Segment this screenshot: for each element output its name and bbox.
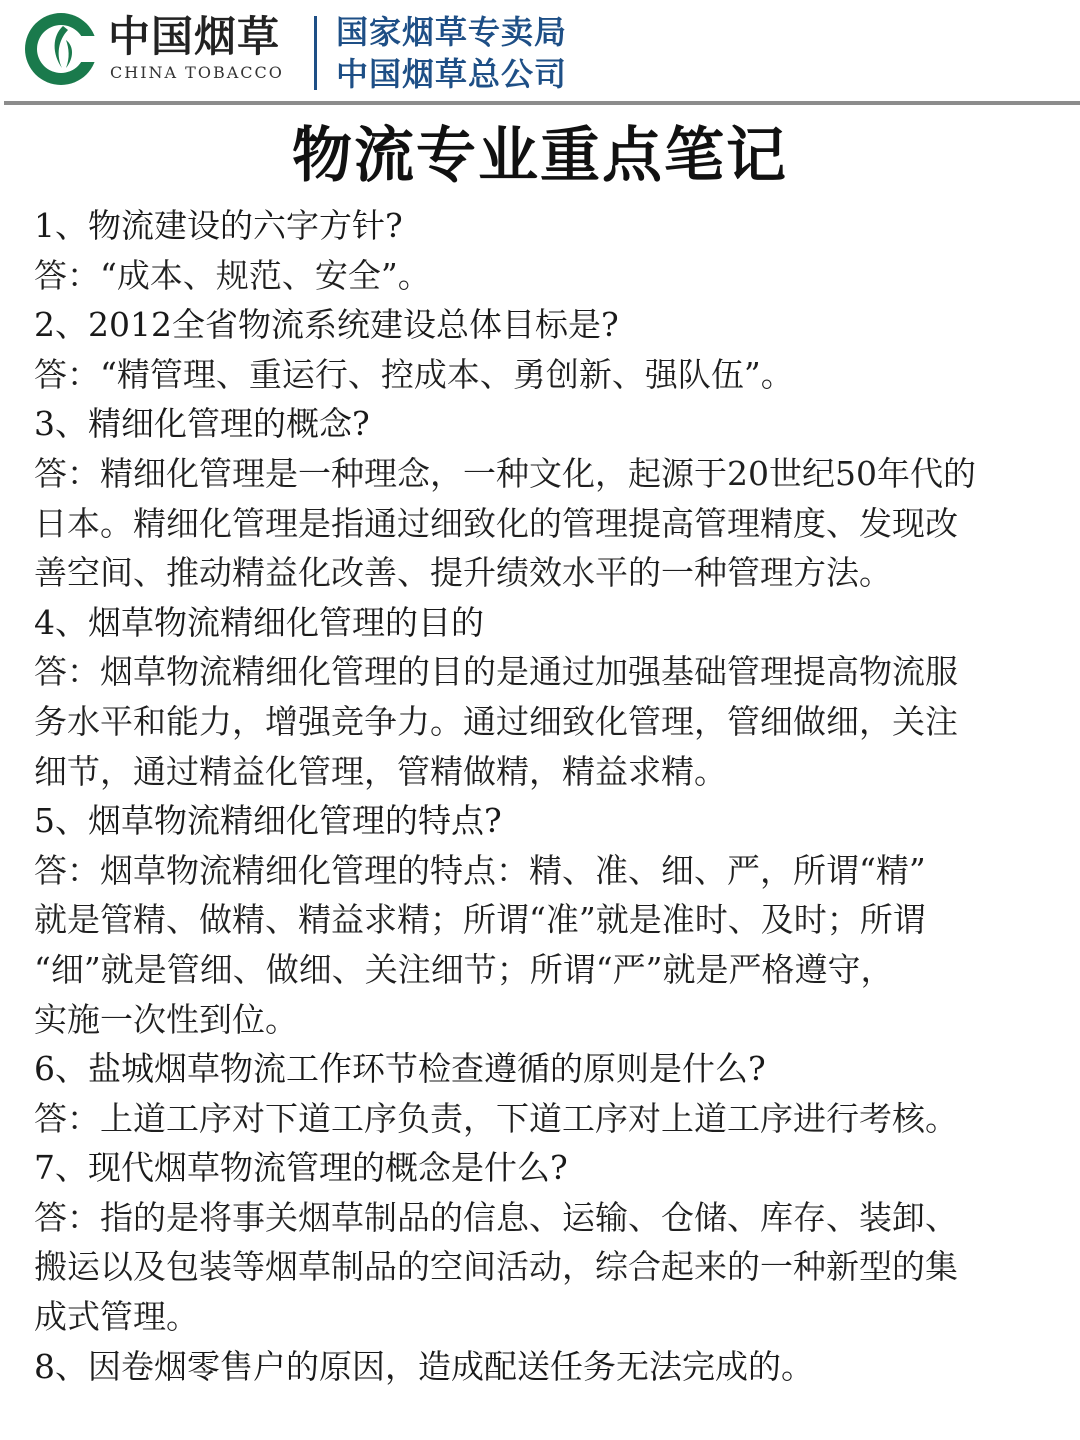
answer-line: 日本。精细化管理是指通过细致化的管理提高管理精度、发现改 xyxy=(34,503,958,543)
page-title: 物流专业重点笔记 xyxy=(292,121,788,191)
answer-line: 答：烟草物流精细化管理的特点：精、准、细、严，所谓“精” xyxy=(34,850,926,890)
answer-line: 就是管精、做精、精益求精；所谓“准”就是准时、及时；所谓 xyxy=(34,900,926,940)
question xyxy=(34,1342,1048,1392)
qa-item xyxy=(34,1342,1048,1392)
answer-line: 成式管理。 xyxy=(34,1297,199,1337)
question-line: 5、烟草物流精细化管理的特点? xyxy=(34,801,502,841)
answer xyxy=(34,251,1048,301)
question xyxy=(34,796,1048,846)
answer xyxy=(34,449,1048,598)
answer xyxy=(34,1193,1048,1342)
org-name-line-2: 中国烟草总公司 xyxy=(336,55,568,93)
notes-content xyxy=(34,201,1048,1391)
question-line: 4、烟草物流精细化管理的目的 xyxy=(34,602,484,642)
question xyxy=(34,1143,1048,1193)
question-line: 8、因卷烟零售户的原因，造成配送任务无法完成的。 xyxy=(34,1346,814,1386)
question-line: 3、精细化管理的概念? xyxy=(34,404,370,444)
question xyxy=(34,201,1048,251)
answer-line: “细”就是管细、做细、关注细节；所谓“严”就是严格遵守， xyxy=(34,949,894,989)
qa-item xyxy=(34,399,1048,597)
org-name-line-1: 国家烟草专卖局 xyxy=(336,13,568,51)
answer-line: 细节，通过精益化管理，管精做精，精益求精。 xyxy=(34,751,727,791)
answer xyxy=(34,846,1048,1044)
brand-name-en: CHINA TOBACCO xyxy=(110,63,284,82)
answer-line: 务水平和能力，增强竞争力。通过细致化管理，管细做细，关注 xyxy=(34,701,958,741)
question-line: 2、2012全省物流系统建设总体目标是? xyxy=(34,305,619,345)
answer-line: 善空间、推动精益化改善、提升绩效水平的一种管理方法。 xyxy=(34,553,892,593)
question-line: 6、盐城烟草物流工作环节检查遵循的原则是什么? xyxy=(34,1049,766,1089)
question-line: 7、现代烟草物流管理的概念是什么? xyxy=(34,1148,568,1188)
qa-item xyxy=(34,1143,1048,1341)
question xyxy=(34,300,1048,350)
answer-line: 答：上道工序对下道工序负责，下道工序对上道工序进行考核。 xyxy=(34,1098,958,1138)
answer-line: 实施一次性到位。 xyxy=(34,999,298,1039)
qa-item xyxy=(34,201,1048,300)
answer xyxy=(34,1094,1048,1144)
question xyxy=(34,1044,1048,1094)
qa-item xyxy=(34,1044,1048,1143)
answer xyxy=(34,350,1048,400)
page-header xyxy=(0,0,1080,100)
answer-line: 搬运以及包装等烟草制品的空间活动，综合起来的一种新型的集 xyxy=(34,1247,958,1287)
answer-line: 答：精细化管理是一种理念，一种文化，起源于20世纪50年代的 xyxy=(34,453,976,493)
question xyxy=(34,598,1048,648)
header-divider xyxy=(314,16,317,90)
question xyxy=(34,399,1048,449)
answer-line: 答：“精管理、重运行、控成本、勇创新、强队伍”。 xyxy=(34,354,794,394)
brand-name-cn: 中国烟草 xyxy=(108,12,281,61)
answer xyxy=(34,647,1048,796)
answer-line: 答：“成本、规范、安全”。 xyxy=(34,255,431,295)
answer-line: 答：烟草物流精细化管理的目的是通过加强基础管理提高物流服 xyxy=(34,652,958,692)
qa-item xyxy=(34,796,1048,1044)
question-line: 1、物流建设的六字方针? xyxy=(34,206,403,245)
answer-line: 答：指的是将事关烟草制品的信息、运输、仓储、库存、装卸、 xyxy=(34,1197,958,1237)
qa-item xyxy=(34,598,1048,796)
china-tobacco-logo-icon xyxy=(22,10,100,88)
qa-item xyxy=(34,300,1048,399)
header-rule xyxy=(4,101,1080,105)
